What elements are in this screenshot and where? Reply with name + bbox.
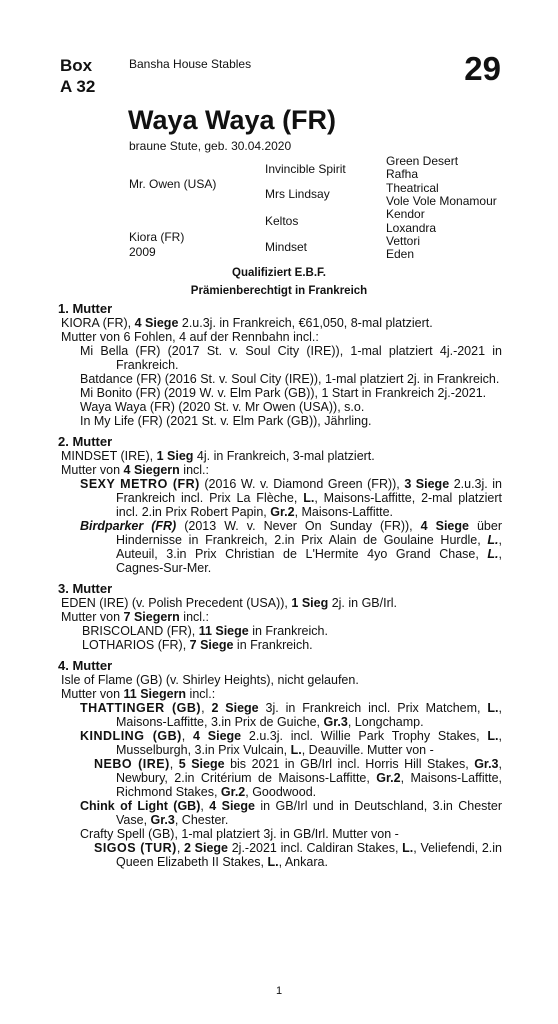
pedigree-sire-sire: Invincible Spirit xyxy=(265,162,346,176)
produce-entry: Chink of Light (GB), 4 Siege in GB/Irl und in Deutschland, 3.in Chester Vase, Gr.3, Chester. xyxy=(80,799,502,827)
qualification-note: Qualifiziert E.B.F. xyxy=(232,267,326,279)
section-heading-2nd-dam: 2. Mutter xyxy=(58,434,113,449)
produce-entry: KINDLING (GB), 4 Siege 2.u.3j. incl. Willie Park Trophy Stakes, L., Musselburgh, 3.in Prix Vulcain, L., Deauville. Mutter von - xyxy=(80,729,502,757)
pedigree-dam-year: 2009 xyxy=(129,245,156,259)
pedigree-gen3-3: Vole Vole Monamour xyxy=(386,194,497,208)
owner: Bansha House Stables xyxy=(129,57,252,71)
pedigree-sire: Mr. Owen (USA) xyxy=(129,177,217,191)
produce-entry: Birdparker (FR) (2013 W. v. Never On Sunday (FR)), 4 Siege über Hindernisse in Frankreich, 2.in Prix Alain de Goulaine Hurdle, L., Auteuil, 3.in Prix Christian de L'Hermite 4yo Grand Chase, L., Cagnes-Sur-Mer. xyxy=(80,519,502,575)
dam-produce-line: Mutter von 11 Siegern incl.: xyxy=(61,687,216,701)
produce-entry: Waya Waya (FR) (2020 St. v. Mr Owen (USA)), s.o. xyxy=(80,400,365,414)
dam-produce-line: Mutter von 7 Siegern incl.: xyxy=(61,610,209,624)
produce-entry: SIGOS (TUR), 2 Siege 2j.-2021 incl. Caldiran Stakes, L., Veliefendi, 2.in Queen Elizabeth II Stakes, L., Ankara. xyxy=(94,841,502,869)
pedigree-gen3-1: Rafha xyxy=(386,167,419,181)
horse-description: braune Stute, geb. 30.04.2020 xyxy=(129,139,292,153)
page-number: 1 xyxy=(275,985,283,997)
dam-line: MINDSET (IRE), 1 Sieg 4j. in Frankreich, 3-mal platziert. xyxy=(61,449,375,463)
produce-entry: NEBO (IRE), 5 Siege bis 2021 in GB/Irl incl. Horris Hill Stakes, Gr.3, Newbury, 2.in Critérium de Maisons-Laffitte, Gr.2, Maisons-Laffitte, Richmond Stakes, Gr.2, Goodwood. xyxy=(94,757,502,799)
dam-line: Isle of Flame (GB) (v. Shirley Heights), nicht gelaufen. xyxy=(61,673,359,687)
produce-entry: Mi Bonito (FR) (2019 W. v. Elm Park (GB)), 1 Start in Frankreich 2j.-2021. xyxy=(80,386,487,400)
pedigree-dam-dam: Mindset xyxy=(265,240,308,254)
box-label: Box A 32 xyxy=(60,56,96,96)
section-heading-1st-dam: 1. Mutter xyxy=(58,301,113,316)
produce-entry: Batdance (FR) (2016 St. v. Soul City (IRE)), 1-mal platziert 2j. in Frankreich. xyxy=(80,372,500,386)
dam-line: EDEN (IRE) (v. Polish Precedent (USA)), 1 Sieg 2j. in GB/Irl. xyxy=(61,596,397,610)
pedigree-gen3-5: Loxandra xyxy=(386,221,437,235)
horse-name: Waya Waya (FR) xyxy=(128,105,337,135)
section-heading-4th-dam: 4. Mutter xyxy=(58,658,113,673)
dam-produce-line: Mutter von 6 Fohlen, 4 auf der Rennbahn incl.: xyxy=(61,330,319,344)
pedigree-gen3-6: Vettori xyxy=(386,234,421,248)
lot-number: 29 xyxy=(464,50,501,87)
pedigree-gen3-0: Green Desert xyxy=(386,154,459,168)
produce-entry: BRISCOLAND (FR), 11 Siege in Frankreich. xyxy=(82,624,328,638)
pedigree-page-body xyxy=(58,302,502,869)
produce-entry: In My Life (FR) (2021 St. v. Elm Park (GB)), Jährling. xyxy=(80,414,372,428)
premium-note: Prämienberechtigt in Frankreich xyxy=(190,285,368,297)
produce-entry: THATTINGER (GB), 2 Siege 3j. in Frankreich incl. Prix Matchem, L., Maisons-Laffitte, 3.in Prix de Guiche, Gr.3, Longchamp. xyxy=(80,701,502,729)
produce-entry: Mi Bella (FR) (2017 St. v. Soul City (IRE)), 1-mal platziert 4j.-2021 in Frankreich. xyxy=(80,344,502,372)
section-heading-3rd-dam: 3. Mutter xyxy=(58,581,113,596)
produce-entry: SEXY METRO (FR) (2016 W. v. Diamond Green (FR)), 3 Siege 2.u.3j. in Frankreich incl. Prix La Flèche, L., Maisons-Laffitte, 2-mal platziert incl. 2.in Prix Robert Papin, Gr.2, Maisons-Laffitte. xyxy=(80,477,503,519)
produce-entry: Crafty Spell (GB), 1-mal platziert 3j. in GB/Irl. Mutter von - xyxy=(80,827,399,841)
pedigree-dam-sire: Keltos xyxy=(265,214,299,228)
pedigree-gen3-4: Kendor xyxy=(386,207,425,221)
produce-entry: LOTHARIOS (FR), 7 Siege in Frankreich. xyxy=(82,638,313,652)
dam-line: KIORA (FR), 4 Siege 2.u.3j. in Frankreich, €61,050, 8-mal platziert. xyxy=(61,316,433,330)
dam-produce-line: Mutter von 4 Siegern incl.: xyxy=(61,463,209,477)
pedigree-gen3-2: Theatrical xyxy=(386,181,439,195)
pedigree-dam: Kiora (FR) xyxy=(129,230,185,244)
pedigree-sire-dam: Mrs Lindsay xyxy=(265,187,330,201)
pedigree-gen3-7: Eden xyxy=(386,247,415,261)
